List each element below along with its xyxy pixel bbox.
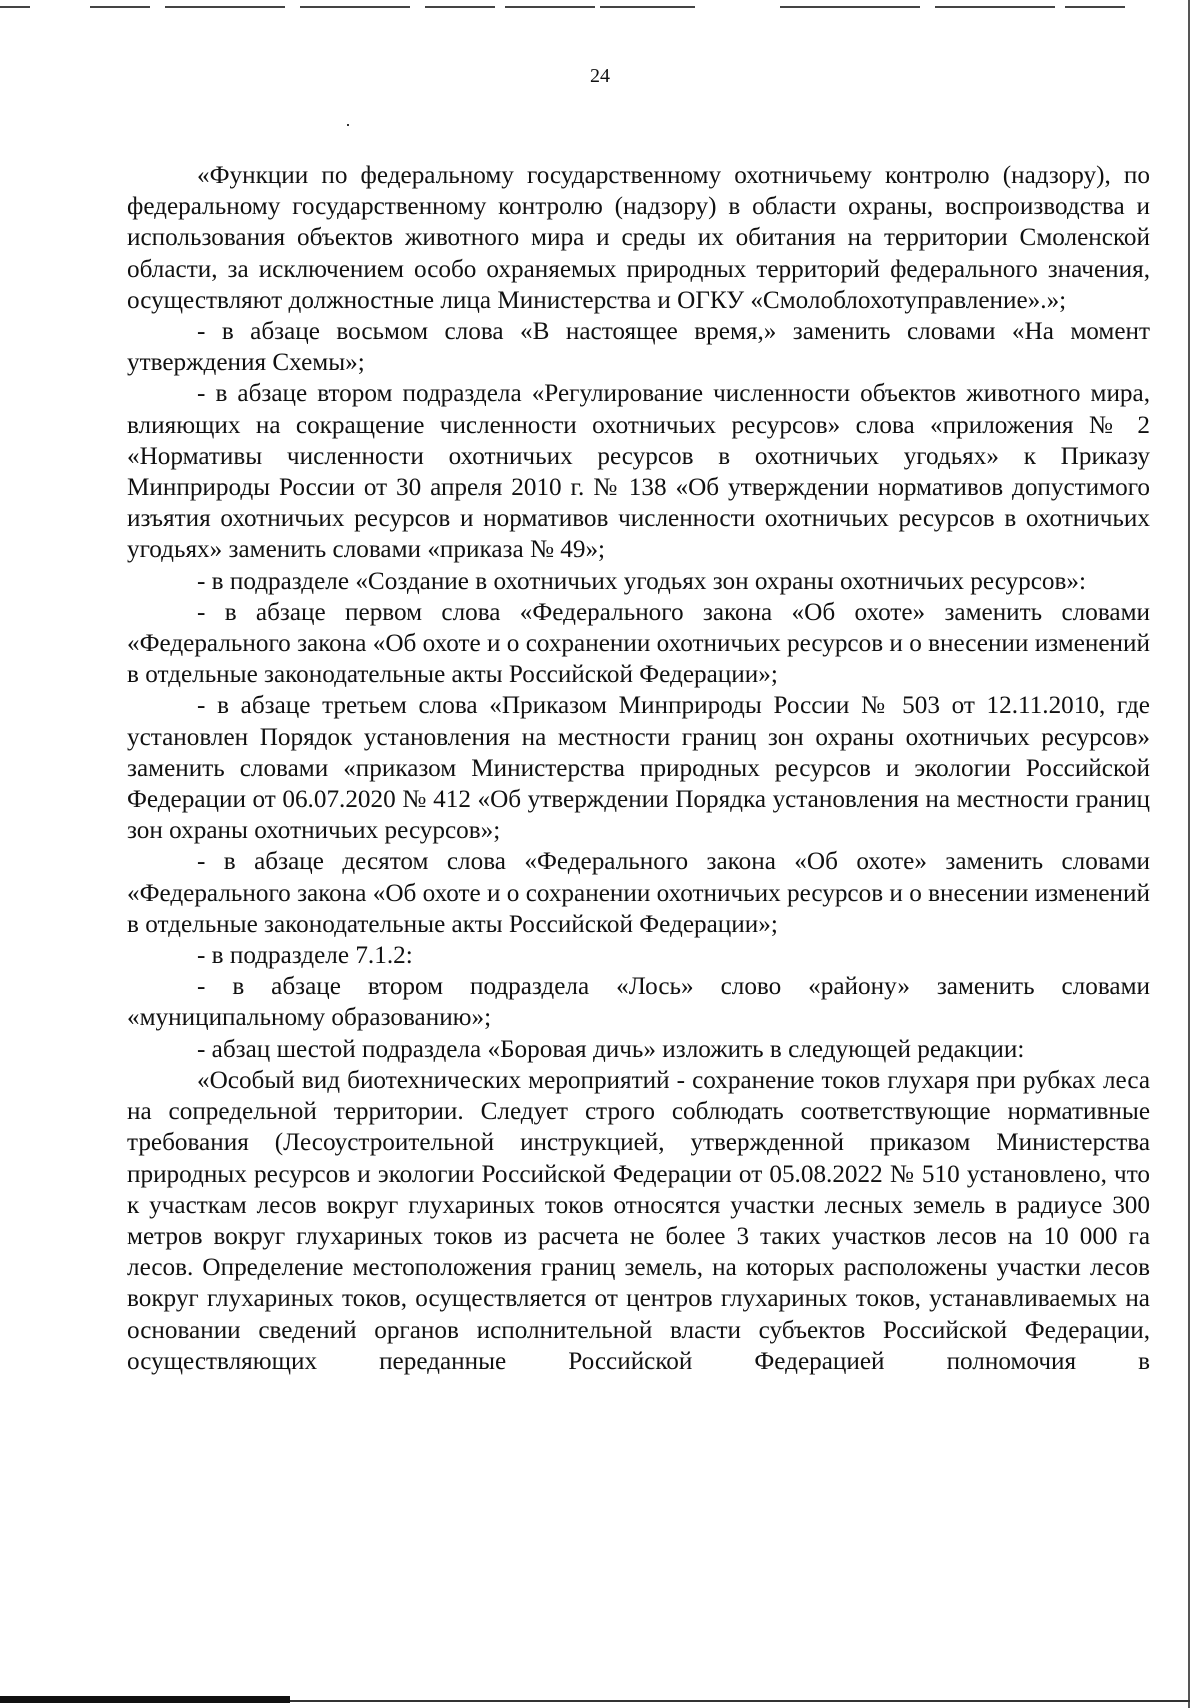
scan-edge-right (1188, 0, 1190, 1708)
paragraph-tenth-abzac: - в абзаце десятом слова «Федерального закона «Об охоте» заменить словами «Федерального закона «Об охоте и о сохранении охотничьих ресурсов и о внесении изменений в отдельные законодательные акты Российской Федерации»; (127, 848, 1150, 938)
paragraph-biotechnical-measures: «Особый вид биотехнических мероприятий - сохранение токов глухаря при рубках леса на сопредельной территории. Следует строго соблюдать соответствующие нормативные требования (Лесоустроительной инструкцией, утвержденной приказом Министерства природных ресурсов и экологии Российской Федерации от 05.08.2022 № 510 установлено, что к участкам лесов вокруг глухариных токов относятся участки лесных земель в радиусе 300 метров вокруг глухариных токов из расчета не более 3 таких участков лесов на 10 000 га лесов. Определение местоположения границ земель, на которых расположены участки лесов вокруг глухариных токов, осуществляется от центров глухариных токов, устанавливаемых на основании сведений органов исполнительной власти субъектов Российской Федерации, осуществляющих переданные Российской Федерацией полномочия в (127, 1066, 1150, 1375)
paragraph-regulation-subsection: - в абзаце втором подраздела «Регулирование численности объектов животного мира, влияющих на сокращение численности охотничьих ресурсов» слова «приложения № 2 «Нормативы численности охотничьих ресурсов в охотничьих угодьях» к Приказу Минприроды России от 30 апреля 2010 г. № 138 «Об утверждении нормативов допустимого изъятия охотничьих ресурсов и нормативов численности охотничьих ресурсов в охотничьих угодьях» заменить словами «приказа № 49»; (127, 380, 1150, 564)
scan-speck (347, 124, 349, 126)
paragraph-first-abzac: - в абзаце первом слова «Федерального закона «Об охоте» заменить словами «Федерального закона «Об охоте и о сохранении охотничьих ресурсов и о внесении изменений в отдельные законодательные акты Российской Федерации»; (127, 598, 1150, 689)
paragraph-moose-subsection: - в абзаце втором подраздела «Лось» слово «району» заменить словами «муниципальному образованию»; (127, 973, 1150, 1032)
scan-edge-bottom (0, 1690, 1200, 1708)
paragraph-game-birds-sixth: - абзац шестой подраздела «Боровая дичь» изложить в следующей редакции: (197, 1035, 1025, 1063)
scan-edge-top (0, 6, 1200, 10)
page-number: 24 (590, 65, 610, 87)
document-body (127, 160, 1150, 1377)
paragraph-subsection-712: - в подразделе 7.1.2: (197, 942, 413, 970)
paragraph-eighth-abzac: - в абзаце восьмом слова «В настоящее время,» заменить словами «На момент утверждения Схемы»; (127, 318, 1150, 377)
paragraph-third-abzac: - в абзаце третьем слова «Приказом Минприроды России № 503 от 12.11.2010, где установлен Порядок установления на местности границ зон охраны охотничьих ресурсов» заменить словами «приказом Министерства природных ресурсов и экологии Российской Федерации от 06.07.2020 № 412 «Об утверждении Порядка установления на местности границ зон охраны охотничьих ресурсов»; (127, 692, 1150, 845)
paragraph-functions-quote: «Функции по федеральному государственному охотничьему контролю (надзору), по федеральному государственному контролю (надзору) в области охраны, воспроизводства и использования объектов животного мира и среды их обитания на территории Смоленской области, за исключением особо охраняемых природных территорий федерального значения, осуществляют должностные лица Министерства и ОГКУ «Смолоблохотуправление».»; (127, 162, 1150, 314)
paragraph-zones-subsection: - в подразделе «Создание в охотничьих угодьях зон охраны охотничьих ресурсов»: (197, 567, 1086, 595)
